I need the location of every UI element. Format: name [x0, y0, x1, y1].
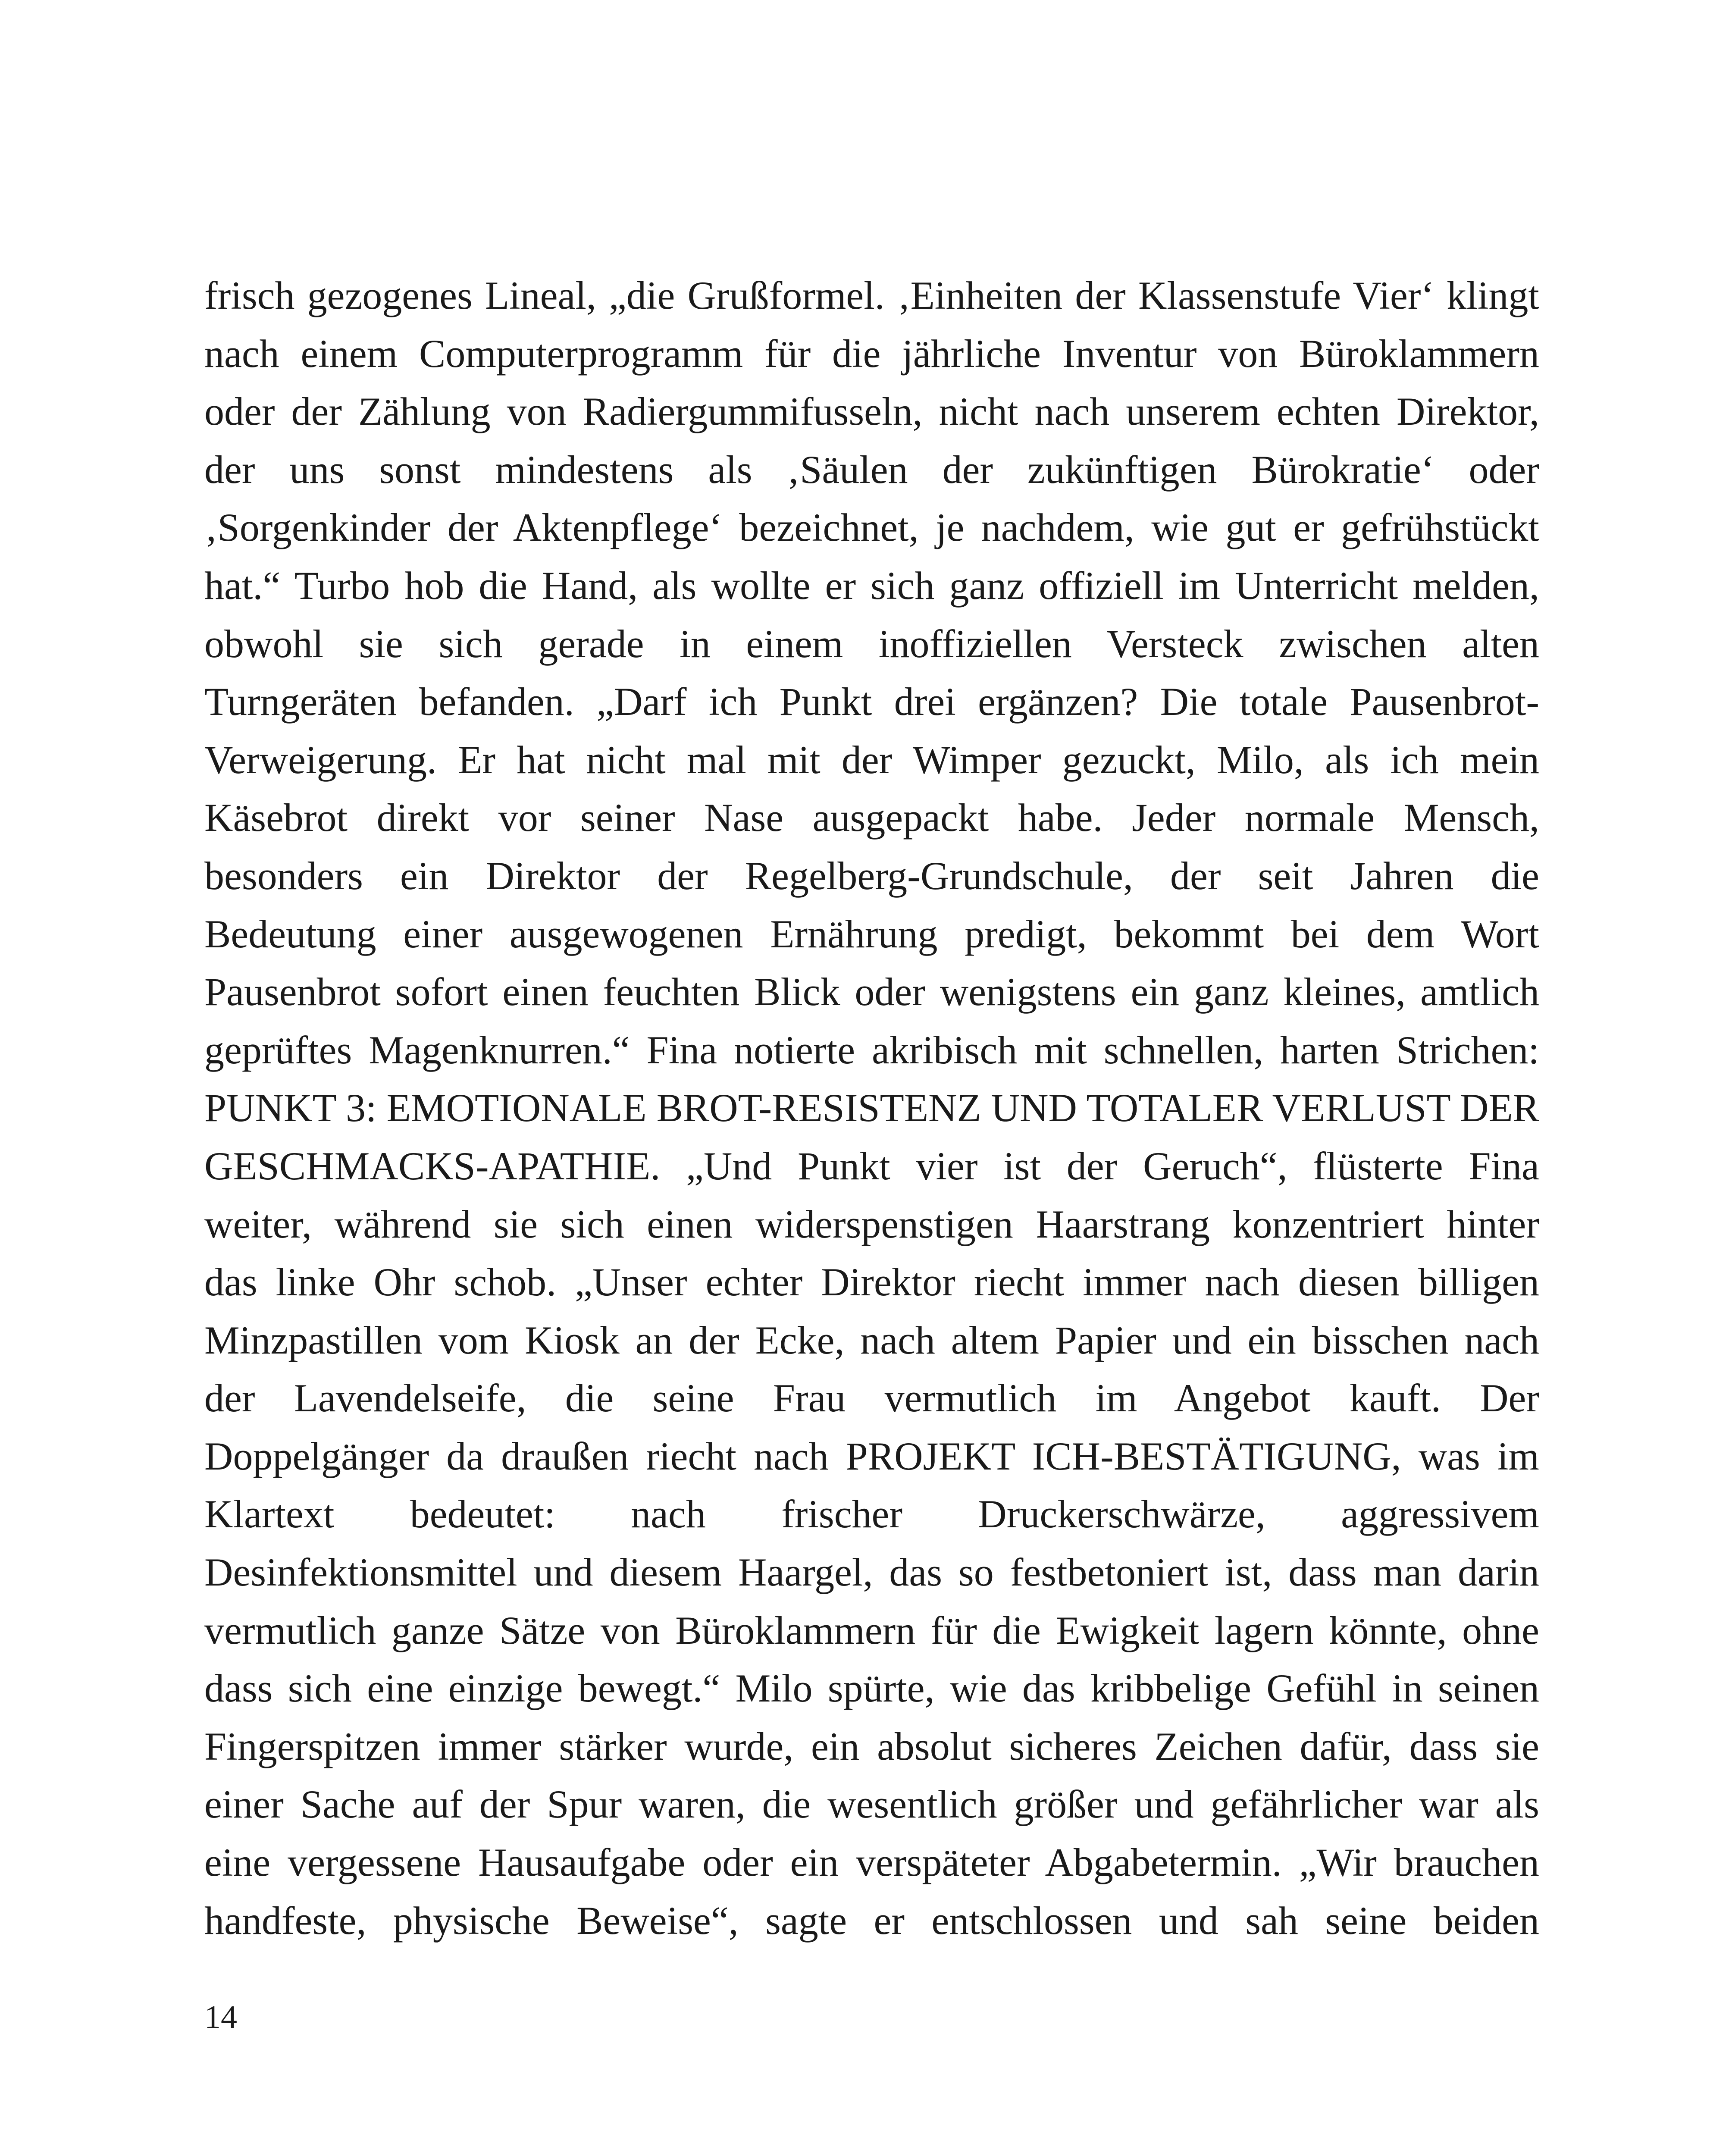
text-line: Turngeräten befanden. „Darf ich Punkt drei ergänzen? Die totale Pausenbrot- — [204, 680, 1539, 724]
text-line: oder der Zählung von Radiergummifusseln, nicht nach unserem echten Direktor, — [204, 389, 1539, 434]
text-line: geprüftes Magenknurren.“ Fina notierte akribisch mit schnellen, harten Strichen: — [204, 1028, 1539, 1072]
text-line: dass sich eine einzige bewegt.“ Milo spürte, wie das kribbelige Gefühl in seinen — [204, 1666, 1539, 1711]
text-line: handfeste, physische Beweise“, sagte er entschlossen und sah seine beiden — [204, 1898, 1539, 1943]
text-line: besonders ein Direktor der Regelberg-Grundschule, der seit Jahren die — [204, 853, 1539, 898]
text-line: Desinfektionsmittel und diesem Haargel, das so festbetoniert ist, dass man darin — [204, 1550, 1539, 1595]
text-line: der Lavendelseife, die seine Frau vermutlich im Angebot kauft. Der — [204, 1376, 1539, 1420]
text-line: das linke Ohr schob. „Unser echter Direktor riecht immer nach diesen billigen — [204, 1260, 1539, 1304]
text-line: PUNKT 3: EMOTIONALE BROT-RESISTENZ UND TOTALER VERLUST DER — [204, 1086, 1540, 1130]
text-line: obwohl sie sich gerade in einem inoffiziellen Versteck zwischen alten — [204, 621, 1539, 666]
text-line: vermutlich ganze Sätze von Büroklammern für die Ewigkeit lagern könnte, ohne — [204, 1608, 1539, 1652]
text-line: Minzpastillen vom Kiosk an der Ecke, nach altem Papier und ein bisschen nach — [204, 1318, 1539, 1362]
text-line: Klartext bedeutet: nach frischer Druckerschwärze, aggressivem — [204, 1492, 1539, 1536]
text-line: Fingerspitzen immer stärker wurde, ein absolut sicheres Zeichen dafür, dass sie — [204, 1724, 1539, 1768]
text-line: Verweigerung. Er hat nicht mal mit der Wimper gezuckt, Milo, als ich mein — [204, 737, 1539, 782]
text-line: nach einem Computerprogramm für die jährliche Inventur von Büroklammern — [204, 331, 1539, 376]
text-line: hat.“ Turbo hob die Hand, als wollte er sich ganz offiziell im Unterricht melden, — [204, 563, 1539, 608]
text-line: GESCHMACKS-APATHIE. „Und Punkt vier ist der Geruch“, flüsterte Fina — [204, 1144, 1539, 1188]
text-line: ‚Sorgenkinder der Aktenpflege‘ bezeichnet, je nachdem, wie gut er gefrühstückt — [204, 505, 1539, 550]
text-line: einer Sache auf der Spur waren, die wesentlich größer und gefährlicher war als — [204, 1782, 1539, 1827]
body-text — [204, 266, 1539, 1949]
text-line: der uns sonst mindestens als ‚Säulen der zukünftigen Bürokratie‘ oder — [204, 447, 1539, 492]
page-number: 14 — [204, 1999, 237, 2035]
text-line: Pausenbrot sofort einen feuchten Blick oder wenigstens ein ganz kleines, amtlich — [204, 970, 1539, 1014]
text-line: weiter, während sie sich einen widerspenstigen Haarstrang konzentriert hinter — [204, 1202, 1539, 1246]
text-line: Doppelgänger da draußen riecht nach PROJEKT ICH-BESTÄTIGUNG, was im — [204, 1434, 1539, 1478]
text-line: Bedeutung einer ausgewogenen Ernährung predigt, bekommt bei dem Wort — [204, 912, 1539, 956]
text-line: Käsebrot direkt vor seiner Nase ausgepackt habe. Jeder normale Mensch, — [204, 796, 1539, 840]
text-line: eine vergessene Hausaufgabe oder ein verspäteter Abgabetermin. „Wir brauchen — [204, 1840, 1539, 1885]
text-line: frisch gezogenes Lineal, „die Grußformel. ‚Einheiten der Klassenstufe Vier‘ klingt — [204, 273, 1539, 317]
